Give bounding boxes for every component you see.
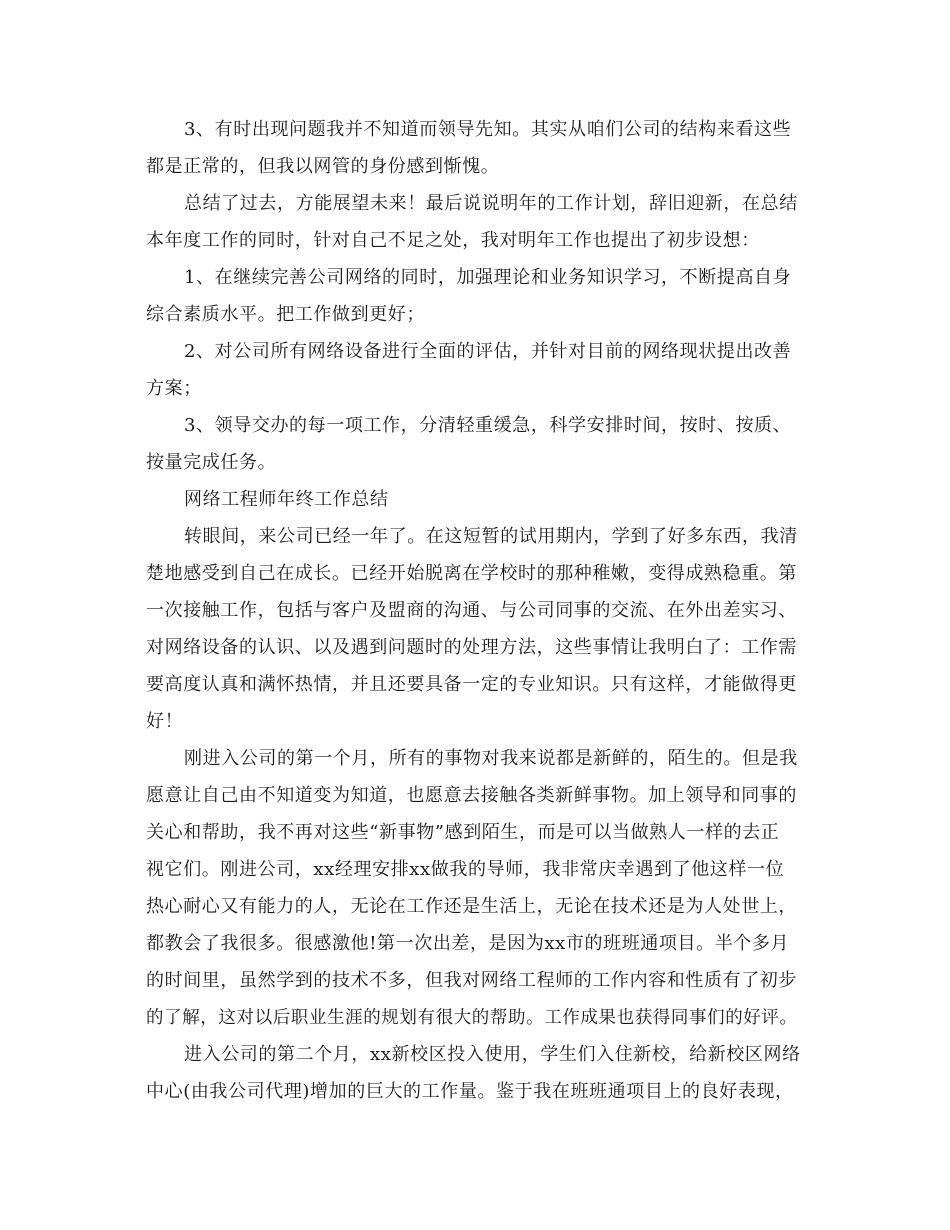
text-line: 关心和帮助，我不再对这些“新事物”感到陌生，而是可以当做熟人一样的去正	[146, 822, 780, 843]
text-line: 转眼间，来公司已经一年了。在这短暂的试用期内，学到了好多东西，我清	[184, 526, 798, 547]
text-line: 视它们。刚进公司，xx经理安排xx做我的导师，我非常庆幸遇到了他这样一位	[146, 859, 785, 880]
text-line: 的了解，这对以后职业生涯的规划有很大的帮助。工作成果也获得同事们的好评。	[146, 1008, 798, 1028]
text-line: 3、领导交办的每一项工作，分清轻重缓急，科学安排时间，按时、按质、	[184, 415, 792, 436]
text-line: 进入公司的第二个月，xx新校区投入使用，学生们入住新校，给新校区网络	[184, 1044, 801, 1065]
text-line: 愿意让自己由不知道变为知道，也愿意去接触各类新鲜事物。加上领导和同事的	[146, 785, 797, 806]
section-heading: 网络工程师年终工作总结	[184, 489, 389, 510]
text-line: 一次接触工作，包括与客户及盟商的沟通、与公司同事的交流、在外出差实习、	[146, 600, 797, 621]
text-line: 1、在继续完善公司网络的同时，加强理论和业务知识学习，不断提高自身	[184, 267, 792, 288]
text-line: 刚进入公司的第一个月，所有的事物对我来说都是新鲜的，陌生的。但是我	[184, 748, 798, 769]
text-line: 综合素质水平。把工作做到更好；	[146, 304, 425, 325]
text-line: 本年度工作的同时，针对自己不足之处，我对明年工作也提出了初步设想：	[146, 230, 760, 251]
text-line: 楚地感受到自己在成长。已经开始脱离在学校时的那种稚嫩，变得成熟稳重。第	[146, 563, 797, 584]
text-line: 要高度认真和满怀热情，并且还要具备一定的专业知识。只有这样，才能做得更	[146, 674, 797, 695]
text-line: 热心耐心又有能力的人，无论在工作还是生活上，无论在技术还是为人处世上，	[146, 896, 797, 917]
text-line: 方案；	[146, 378, 202, 399]
text-line: 按量完成任务。	[146, 452, 277, 473]
text-line: 对网络设备的认识、以及遇到问题时的处理方法，这些事情让我明白了：工作需	[146, 637, 797, 658]
text-line: 好！	[146, 711, 184, 732]
text-line: 中心(由我公司代理)增加的巨大的工作量。鉴于我在班班通项目上的良好表现，	[146, 1081, 794, 1102]
text-line: 都是正常的，但我以网管的身份感到惭愧。	[146, 156, 500, 177]
text-line: 的时间里，虽然学到的技术不多，但我对网络工程师的工作内容和性质有了初步	[146, 970, 797, 991]
text-line: 3、有时出现问题我并不知道而领导先知。其实从咱们公司的结构来看这些	[184, 119, 792, 140]
text-line: 都教会了我很多。很感激他!第一次出差，是因为xx市的班班通项目。半个多月	[146, 933, 790, 954]
text-line: 总结了过去，方能展望未来！最后说说明年的工作计划，辞旧迎新，在总结	[184, 193, 798, 214]
text-line: 2、对公司所有网络设备进行全面的评估，并针对目前的网络现状提出改善	[184, 341, 792, 362]
